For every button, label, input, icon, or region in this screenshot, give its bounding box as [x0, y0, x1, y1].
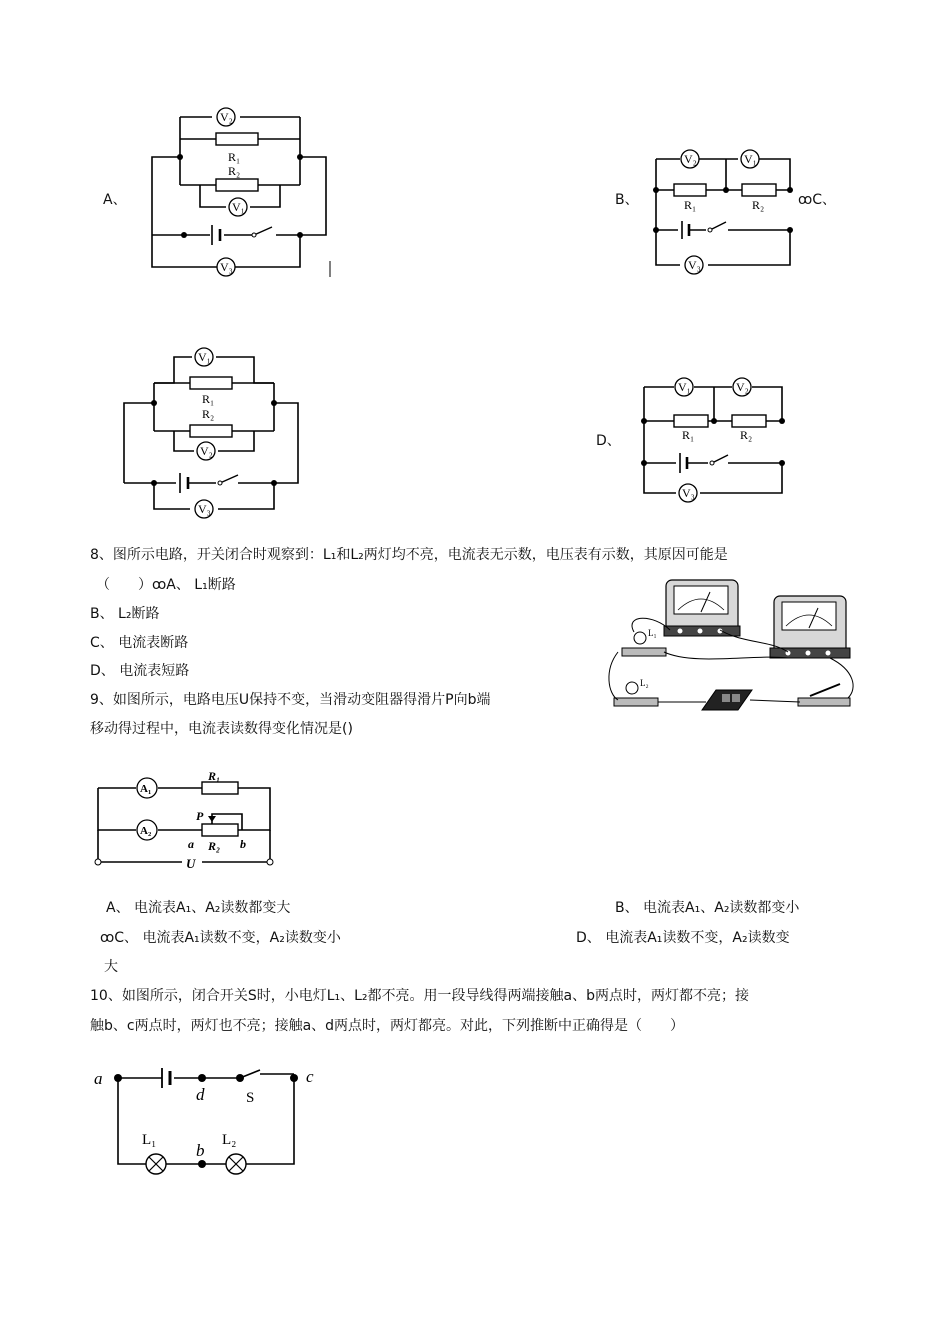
v1-label: V₁ [232, 200, 245, 214]
node-b-label: b [196, 1141, 205, 1160]
q8-option-b: B、 L₂断路 [90, 606, 160, 622]
u-label: U [186, 856, 196, 871]
lamp-l2-label: L₂ [222, 1132, 237, 1148]
v2-label: V₂ [220, 110, 233, 124]
circuit-d-diagram [636, 373, 796, 508]
v3-label: V₃ [682, 486, 695, 500]
b-end-label: b [240, 837, 246, 851]
a1-label: A₁ [140, 783, 152, 795]
q8-option-a: （ ）ꝏA、 L₁断路 [96, 577, 236, 593]
r1-label: R₁ [202, 392, 215, 406]
circuit-c-diagram [112, 345, 312, 530]
r2-label: R₂ [740, 428, 753, 442]
a2-label: A₂ [140, 825, 152, 837]
v1-label: V₁ [744, 152, 757, 166]
v2-label: V₂ [736, 380, 749, 394]
r1-label: R₁ [208, 769, 221, 783]
l2-label: L₂ [640, 678, 649, 688]
p-label: P [196, 809, 204, 823]
a-end-label: a [188, 837, 194, 851]
v1-label: V₁ [198, 350, 211, 364]
q8-stem: 8、图所示电路，开关闭合时观察到：L₁和L₂两灯均不亮，电流表无示数，电压表有示数，其原因可能是 [90, 547, 728, 563]
q9-option-a: A、 电流表A₁、A₂读数都变大 [106, 900, 291, 916]
node-a-label: a [94, 1069, 103, 1088]
option-a-label: A、 [103, 192, 127, 208]
option-d-label: D、 [596, 433, 621, 449]
node-d-label: d [196, 1085, 205, 1104]
r2-label: R₂ [202, 407, 215, 421]
l1-label: L₁ [648, 628, 657, 638]
switch-s-label: S [246, 1090, 255, 1106]
r2-label: R₂ [752, 198, 765, 212]
node-c-label: c [306, 1067, 314, 1086]
q9-stem-line2: 移动得过程中，电流表读数得变化情况是() [90, 721, 353, 737]
circuit-b-diagram [648, 145, 798, 275]
q8-apparatus-picture [604, 574, 862, 714]
v1-label: V₁ [678, 380, 691, 394]
q9-option-d-cont: 大 [104, 959, 118, 975]
v3-label: V₃ [198, 502, 211, 516]
q9-stem-line1: 9、如图所示，电路电压U保持不变，当滑动变阻器得滑片P向b端 [90, 692, 491, 708]
q9-option-b: B、 电流表A₁、A₂读数都变小 [615, 900, 800, 916]
r2-label: R₂ [208, 839, 221, 853]
v2-label: V₂ [200, 444, 213, 458]
q10-stem-line1: 10、如图所示，闭合开关S时，小电灯L₁、L₂都不亮。用一段导线得两端接触a、b两点时，两灯都不亮；接 [90, 988, 749, 1004]
q9-circuit-diagram [90, 770, 280, 870]
r1-label: R₁ [228, 150, 241, 164]
q9-option-d: D、 电流表A₁读数不变，A₂读数变 [576, 930, 790, 946]
q9-option-c: ꝏC、 电流表A₁读数不变，A₂读数变小 [100, 930, 341, 946]
lamp-l1-label: L₁ [142, 1132, 157, 1148]
v2-label: V₂ [684, 152, 697, 166]
option-b-label: B、 [615, 192, 639, 208]
circuit-a-diagram [140, 95, 340, 285]
v3-label: V₃ [688, 258, 701, 272]
q10-circuit-diagram [90, 1060, 330, 1180]
r2-label: R₂ [228, 164, 241, 178]
v3-label: V₃ [220, 260, 233, 274]
q10-stem-line2: 触b、c两点时，两灯也不亮；接触a、d两点时，两灯都亮。对此，下列推断中正确得是（ ） [90, 1018, 685, 1034]
r1-label: R₁ [682, 428, 695, 442]
option-c-label: ꝏC、 [798, 192, 837, 208]
r1-label: R₁ [684, 198, 697, 212]
q8-option-c: C、 电流表断路 [90, 635, 189, 651]
q8-option-d: D、 电流表短路 [90, 663, 190, 679]
